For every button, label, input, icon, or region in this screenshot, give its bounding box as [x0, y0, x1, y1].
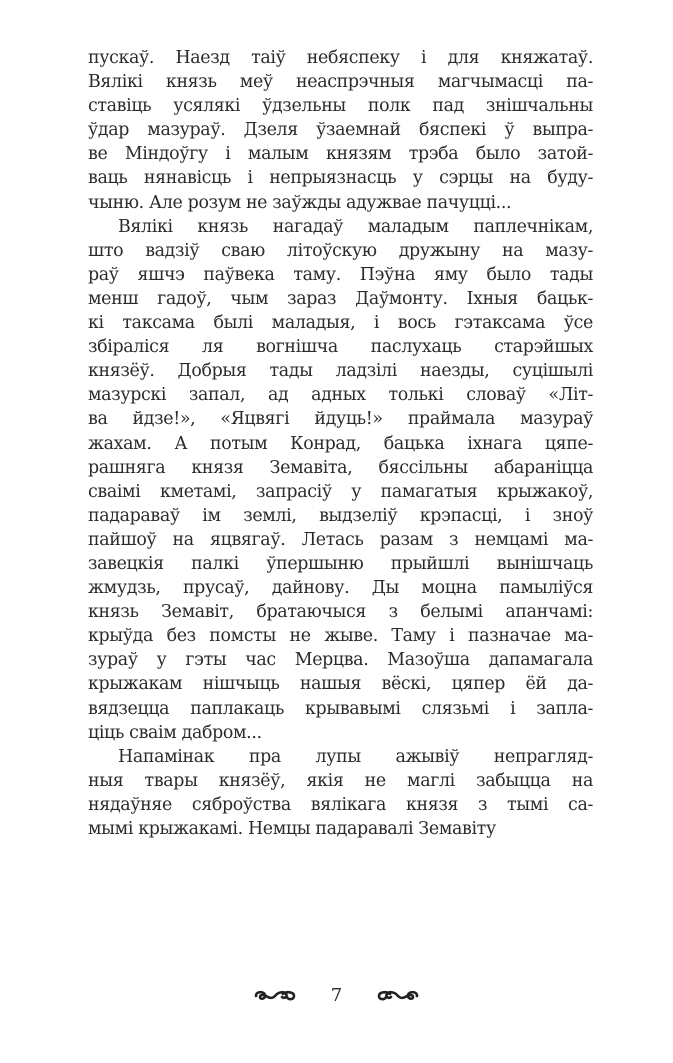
text-line: ве Міндоўгу і малым князям трэба было затой- [88, 144, 593, 165]
text-line: мымі крыжакамі. Немцы падаравалі Земавіту [88, 819, 496, 839]
text-line: ўдар мазураў. Дзеля ўзаемнай бяспекі ў выпра- [88, 120, 593, 141]
page-footer [0, 980, 673, 1010]
text-line: пускаў. Наезд таіў небяспеку і для княжатаў. [88, 48, 593, 68]
text-line: сваімі кметамі, запрасіў у памагатыя крыжакоў, [88, 481, 593, 502]
text-line: ставіць усялякі ўдзельны полк пад знішчальны [88, 96, 593, 117]
text-line: вядзецца паплакаць крывавымі слязьмі і запла- [88, 698, 593, 719]
text-line: ціць сваім дабром... [88, 722, 262, 743]
page-body [88, 46, 593, 841]
text-line: жахам. А потым Конрад, бацька іхнага цяпе- [88, 433, 593, 454]
scroll-ornament-left-icon [253, 987, 297, 1003]
text-line: Вялікі князь меў неаспрэчныя магчымасці па- [88, 72, 593, 93]
text-line: чыню. Але розум не заўжды адужвае пачуцці... [88, 192, 512, 213]
text-line: князёў. Добрыя тады ладзілі наезды, суцішылі [88, 361, 593, 382]
text-line: нядаўняе сяброўства вялікага князя з тымі са- [88, 794, 593, 815]
page-number: 7 [330, 984, 343, 1006]
text-line: завецкія палкі ўпершыню прыйшлі вынішчаць [88, 553, 593, 574]
text-line: што вадзіў сваю літоўскую дружыну на мазу- [88, 240, 593, 261]
text-line: кі таксама былі маладыя, і вось гэтаксама ўсе [88, 313, 593, 334]
text-line: менш гадоў, чым зараз Даўмонту. Іхныя бацьк- [88, 288, 593, 309]
text-line: ваць нянавісць і непрыязнасць у сэрцы на буду- [88, 168, 593, 189]
text-line: падараваў ім землі, выдзеліў крэпасці, і зноў [88, 505, 593, 526]
text-line: зураў у гэты час Мерцва. Мазоўша дапамагала [88, 650, 593, 671]
text-line: рашняга князя Земавіта, бяссільны абараніцца [88, 457, 593, 478]
text-line: ныя твары князёў, якія не маглі забыцца на [88, 770, 593, 791]
text-line: раў яшчэ паўвека таму. Пэўна яму было тады [88, 264, 593, 285]
text-line: мазурскі запал, ад адных толькі словаў «Літ- [88, 385, 593, 406]
text-line: Вялікі князь нагадаў маладым паплечнікам, [118, 216, 593, 237]
paragraph [88, 745, 593, 841]
text-line: збіраліся ля вогнішча паслухаць старэйшых [88, 337, 593, 358]
text-line: Напамінак пра лупы ажывіў непрагляд- [118, 746, 593, 767]
text-line: крыўда без помсты не жыве. Таму і пазначае ма- [88, 626, 593, 647]
scroll-ornament-right-icon [376, 987, 420, 1003]
text-line: крыжакам нішчыць нашыя вёскі, цяпер ёй да- [88, 674, 593, 695]
text-line: жмудзь, прусаў, дайнову. Ды моцна памыліўся [88, 578, 593, 599]
text-line: ва йдзе!», «Яцвягі йдуць!» праймала мазураў [88, 409, 593, 430]
paragraph [88, 215, 593, 745]
paragraph [88, 46, 593, 215]
text-line: князь Земавіт, братаючыся з белымі апанчамі: [88, 602, 593, 623]
text-line: пайшоў на яцвягаў. Летась разам з немцамі ма- [88, 529, 593, 550]
